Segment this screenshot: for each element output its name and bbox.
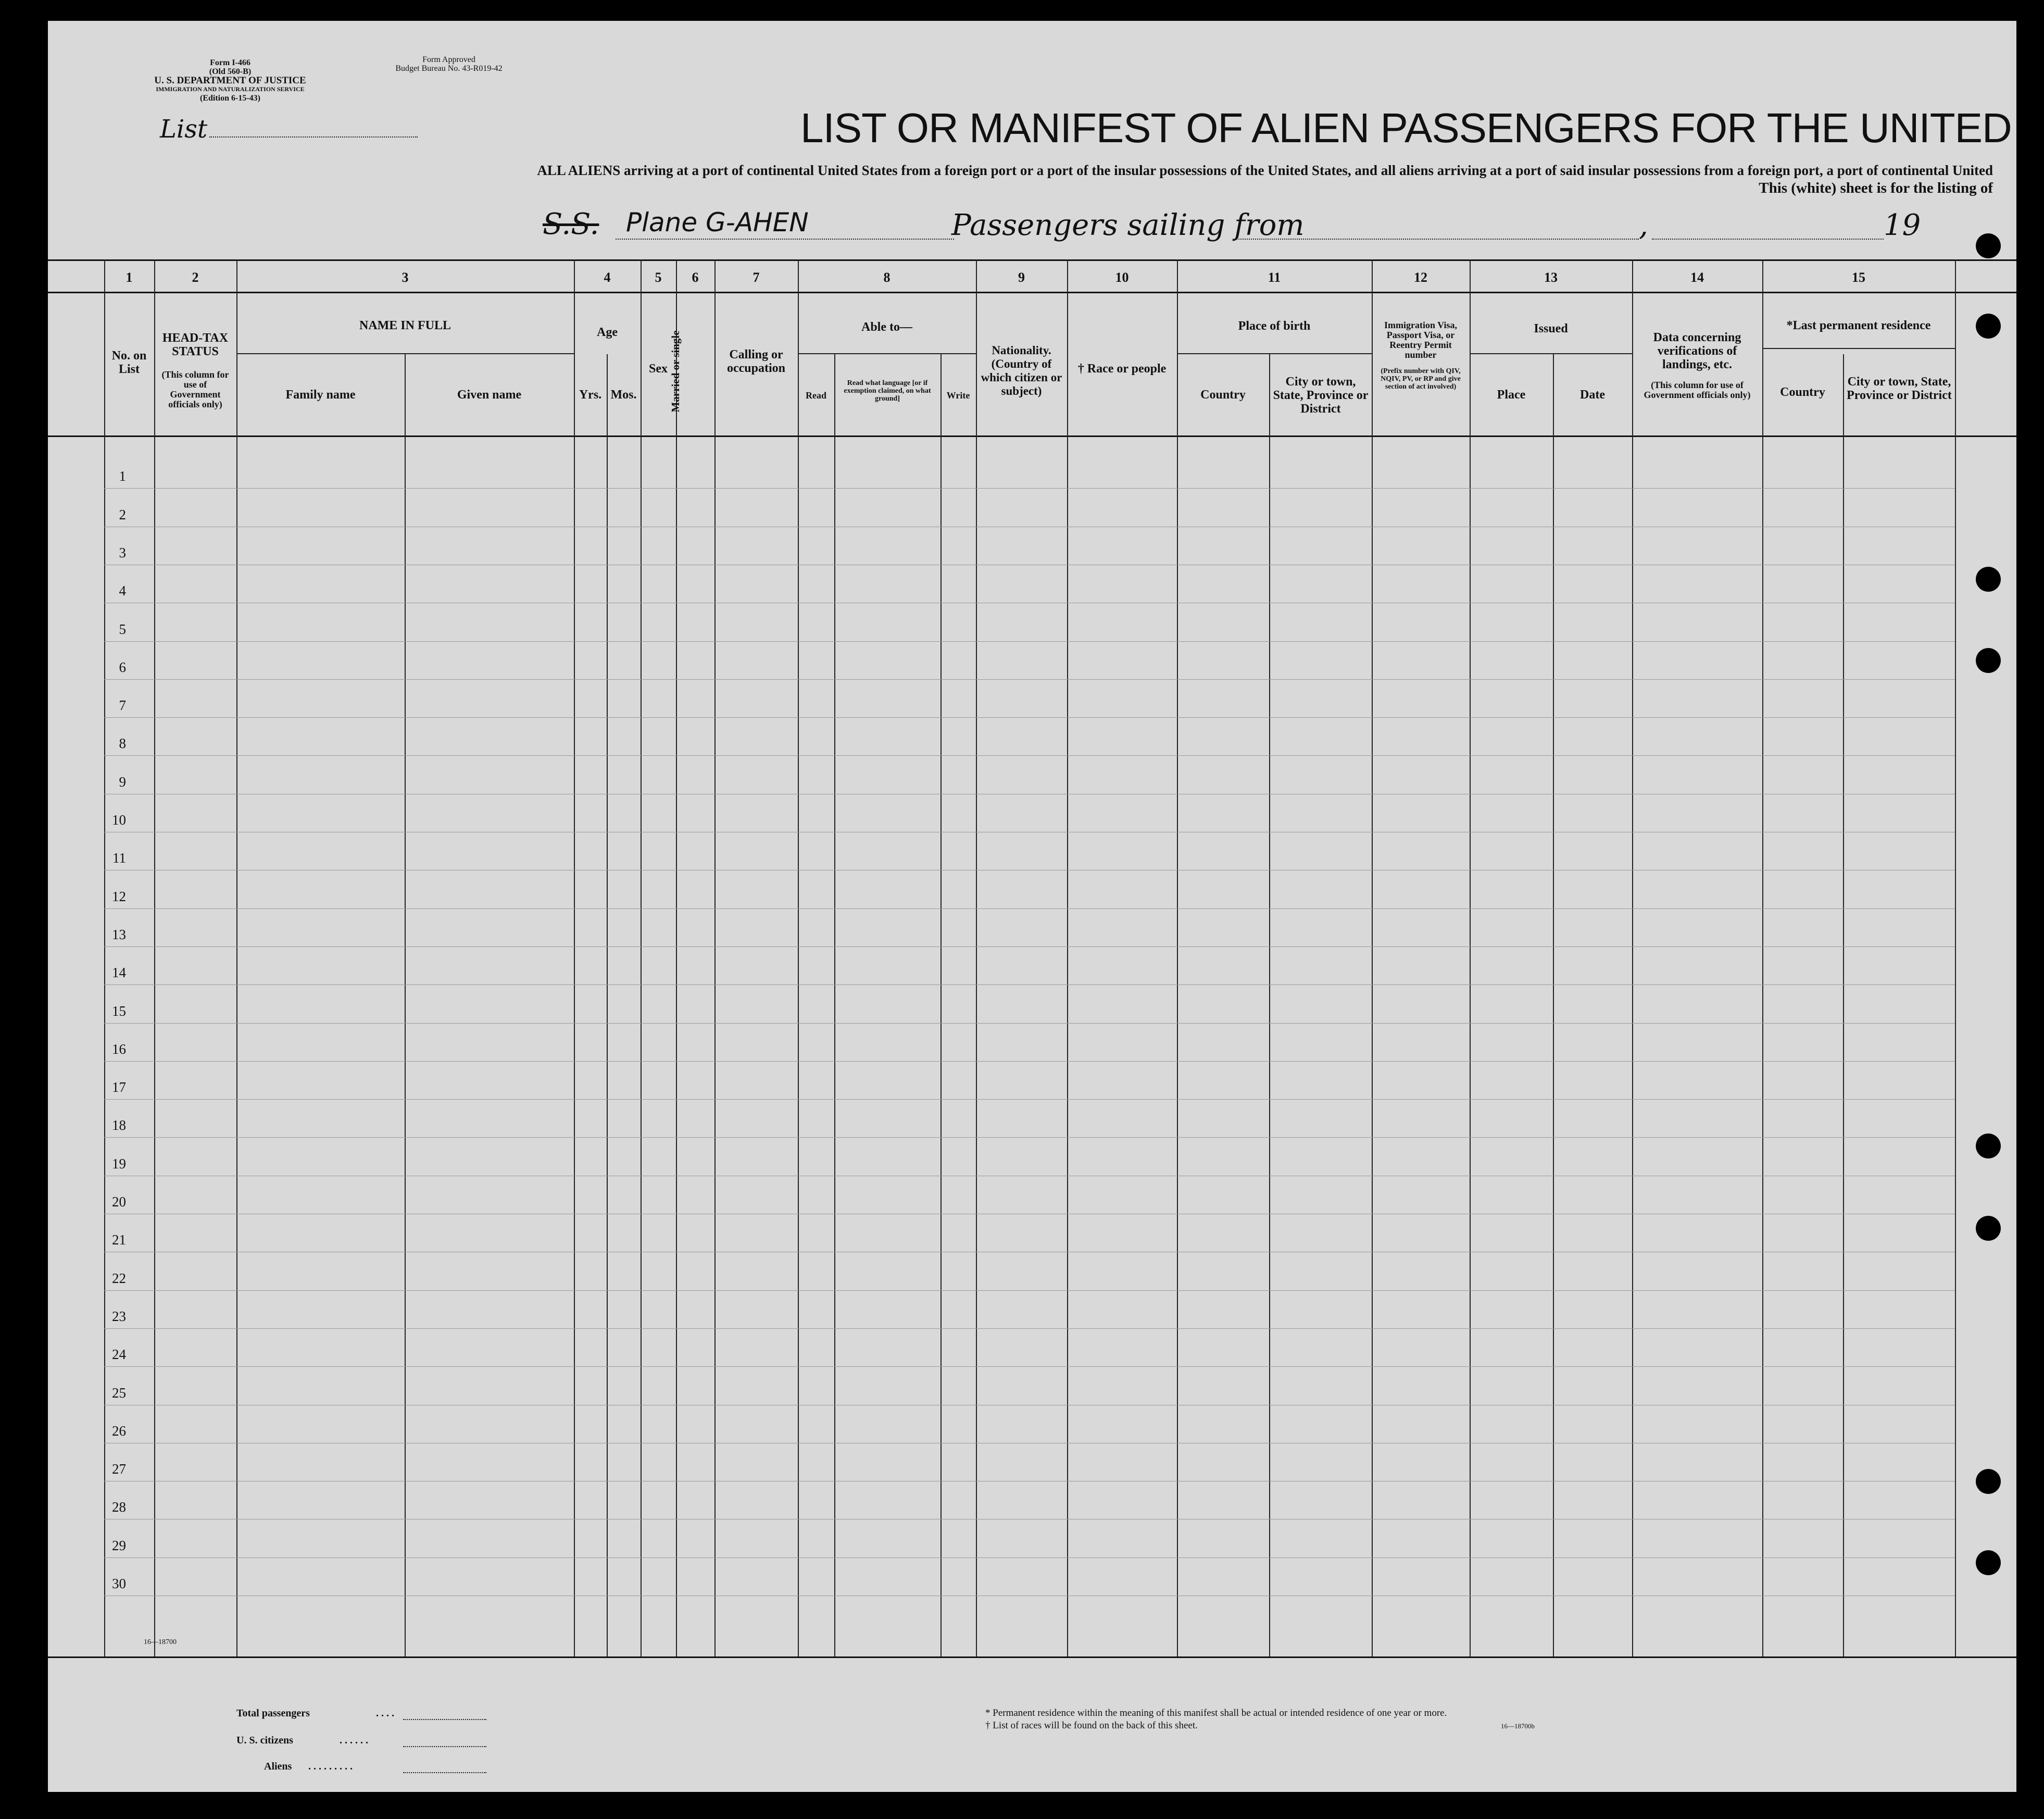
note-races: † List of races will be found on the back of this sheet. <box>985 1720 1198 1731</box>
col-number: 1 <box>126 270 133 285</box>
header-date: Date <box>1580 388 1605 402</box>
col-number: 5 <box>655 270 662 285</box>
header-place: Place <box>1497 388 1526 402</box>
row-number: 10 <box>112 812 126 828</box>
row-number: 25 <box>112 1385 126 1401</box>
row-number: 18 <box>112 1117 126 1133</box>
header-head-tax: HEAD-TAX STATUS <box>162 331 229 358</box>
header-given-name: Given name <box>457 388 522 402</box>
sailing-date-line <box>1652 239 1884 240</box>
page-title: LIST OR MANIFEST OF ALIEN PASSENGERS FOR THE UNITED <box>800 105 2012 151</box>
header-bottom-rule <box>48 435 2016 437</box>
header-issued: Issued <box>1534 322 1568 335</box>
print-code: 16—18700 <box>144 1638 177 1646</box>
col-line <box>574 259 575 1656</box>
form-number: Form I-466 <box>210 58 250 67</box>
header-birth-country: Country <box>1200 388 1246 402</box>
header-res-city: City or town, State, Province or District <box>1847 375 1952 402</box>
list-label: List <box>160 115 208 144</box>
col-line <box>1269 354 1270 1656</box>
total-passengers-field[interactable] <box>403 1719 486 1720</box>
row-rule <box>104 717 1955 718</box>
col-line <box>1553 354 1554 1656</box>
header-age: Age <box>597 326 618 339</box>
row-rule <box>104 908 1955 909</box>
row-rule <box>104 1137 1955 1138</box>
manifest-page <box>48 21 2016 1792</box>
header-calling: Calling or occupation <box>726 348 785 375</box>
row-number: 29 <box>112 1538 126 1553</box>
col-number: 7 <box>753 270 760 285</box>
col-number: 13 <box>1544 270 1558 285</box>
row-number: 24 <box>112 1347 126 1362</box>
row-rule <box>104 1099 1955 1100</box>
col-number: 9 <box>1018 270 1025 285</box>
table-bottom-rule <box>48 1656 2016 1658</box>
col-number: 2 <box>192 270 199 285</box>
header-birth-city: City or town, State, Province or District <box>1273 375 1369 416</box>
col-number: 3 <box>402 270 409 285</box>
row-number: 22 <box>112 1270 126 1286</box>
note-permanent-residence: * Permanent residence within the meaning of this manifest shall be actual or intended residence of one year or more. <box>985 1708 1447 1718</box>
row-number: 30 <box>112 1576 126 1591</box>
print-code-b: 16—18700b <box>1501 1722 1535 1730</box>
header-mos: Mos. <box>610 388 637 402</box>
header-no-on-list: No. on List <box>111 349 147 376</box>
row-rule <box>104 1366 1955 1367</box>
header-head-tax-note: (This column for use of Government officials only) <box>161 369 229 409</box>
row-number: 27 <box>112 1461 126 1477</box>
approval-line1: Form Approved <box>422 55 475 64</box>
row-rule <box>104 488 1955 489</box>
col-line <box>1632 259 1633 1656</box>
approval-line2: Budget Bureau No. 43-R019-42 <box>395 64 503 73</box>
sub-rule-able <box>798 353 976 354</box>
punch-hole <box>1976 648 2001 673</box>
row-rule <box>104 1290 1955 1291</box>
row-number: 8 <box>119 736 126 751</box>
col-line <box>641 259 642 1656</box>
header-read-language: Read what language [or if exemption claimed, on what ground] <box>844 379 931 403</box>
comma-1: , <box>1639 208 1648 242</box>
col-line <box>798 259 799 1656</box>
instructions-line2: This (white) sheet is for the listing of <box>1759 180 1993 196</box>
list-number-line <box>209 136 418 138</box>
punch-hole <box>1976 314 2001 339</box>
dots: . . . . . . <box>340 1735 368 1746</box>
header-married-single: Married or single <box>669 330 682 413</box>
row-number: 17 <box>112 1079 126 1095</box>
row-rule <box>104 641 1955 642</box>
punch-hole <box>1976 233 2001 258</box>
row-rule <box>104 755 1955 756</box>
col-line <box>834 354 835 1656</box>
header-read: Read <box>806 390 826 401</box>
col-line <box>1843 354 1844 1656</box>
row-number: 21 <box>112 1232 126 1248</box>
row-number: 7 <box>119 697 126 713</box>
department: U. S. DEPARTMENT OF JUSTICE <box>154 75 306 86</box>
row-number: 20 <box>112 1194 126 1210</box>
row-rule <box>104 1023 1955 1024</box>
header-family-name: Family name <box>285 388 356 402</box>
col-line <box>236 259 237 1656</box>
header-data-concerning: Data concerning verifications of landings, etc. <box>1653 331 1741 371</box>
col-number: 11 <box>1268 270 1281 285</box>
header-race: † Race or people <box>1077 362 1167 376</box>
edition: (Edition 6-15-43) <box>200 94 260 103</box>
header-res-country: Country <box>1780 385 1825 399</box>
col-number: 4 <box>604 270 611 285</box>
header-able-to: Able to— <box>861 320 912 334</box>
row-number: 14 <box>112 965 126 980</box>
punch-hole <box>1976 1550 2001 1575</box>
row-number: 4 <box>119 583 126 599</box>
us-citizens-label: U. S. citizens <box>236 1735 293 1746</box>
sub-rule-residence <box>1762 348 1955 349</box>
row-number: 1 <box>119 468 126 484</box>
row-number: 15 <box>112 1003 126 1019</box>
header-visa: Immigration Visa, Passport Visa, or Reentry Permit number <box>1384 320 1457 360</box>
col-line <box>1067 259 1068 1656</box>
row-number: 3 <box>119 545 126 560</box>
dots: . . . . . . . . . <box>308 1761 353 1772</box>
us-citizens-field[interactable] <box>403 1746 486 1747</box>
row-number: 5 <box>119 621 126 637</box>
col-line <box>154 259 155 1656</box>
header-visa-note: (Prefix number with QIV, NQIV, PV, or RP and give section of act involved) <box>1381 367 1461 391</box>
approval-block <box>360 55 537 73</box>
col-line <box>1955 259 1956 1656</box>
row-rule <box>104 679 1955 680</box>
ss-label: S.S. <box>543 207 599 241</box>
header-sex: Sex <box>649 362 668 376</box>
col-line <box>1762 259 1763 1656</box>
aliens-field[interactable] <box>403 1772 486 1773</box>
col-number: 8 <box>883 270 891 285</box>
header-data-note: (This column for use of Government officials only) <box>1644 380 1751 400</box>
col-number: 6 <box>692 270 699 285</box>
col-line <box>1372 259 1373 1656</box>
dots: . . . . <box>376 1708 394 1719</box>
punch-hole <box>1976 1133 2001 1158</box>
col-line <box>1177 259 1178 1656</box>
col-number: 10 <box>1115 270 1129 285</box>
sailing-label: Passengers sailing from <box>951 208 1305 242</box>
row-rule <box>104 1061 1955 1062</box>
row-number: 11 <box>112 850 126 866</box>
col-line <box>714 259 716 1656</box>
col-line <box>976 259 977 1656</box>
total-passengers-label: Total passengers <box>236 1708 310 1719</box>
sailing-port-line <box>1233 239 1639 240</box>
row-number: 19 <box>112 1156 126 1172</box>
sub-rule-issued <box>1470 353 1632 354</box>
row-number: 23 <box>112 1309 126 1324</box>
row-number: 12 <box>112 889 126 904</box>
header-place-of-birth: Place of birth <box>1238 319 1311 333</box>
row-number: 26 <box>112 1423 126 1439</box>
punch-hole <box>1976 567 2001 592</box>
col-number: 12 <box>1414 270 1427 285</box>
column-number-rule <box>48 292 2016 293</box>
row-number: 6 <box>119 659 126 675</box>
instructions-line1: ALL ALIENS arriving at a port of continental United States from a foreign port or a port of the insular possessions of the United States, and all aliens arriving at a port of said insular possessions from a foreign port, a port of continental United <box>537 163 1993 178</box>
punch-hole <box>1976 1216 2001 1241</box>
header-nationality: Nationality. (Country of which citizen or subject) <box>981 344 1062 397</box>
row-number: 13 <box>112 927 126 942</box>
header-yrs: Yrs. <box>579 388 602 402</box>
row-number: 28 <box>112 1499 126 1515</box>
sub-rule-birth <box>1177 353 1372 354</box>
old-form-number: (Old 560-B) <box>209 67 252 76</box>
row-number: 16 <box>112 1041 126 1057</box>
col-line <box>676 259 677 1656</box>
punch-hole <box>1976 1469 2001 1494</box>
form-id-block <box>126 58 334 103</box>
year-prefix: 19 <box>1884 208 1921 242</box>
sub-rule-name <box>236 353 574 354</box>
col-number: 14 <box>1690 270 1704 285</box>
header-name-in-full: NAME IN FULL <box>359 319 451 332</box>
row-rule <box>104 1328 1955 1329</box>
vessel-line <box>616 239 954 240</box>
row-rule <box>104 946 1955 947</box>
col-line <box>1470 259 1471 1656</box>
row-number: 9 <box>119 774 126 790</box>
table-top-rule <box>48 259 2016 261</box>
row-number: 2 <box>119 507 126 522</box>
aliens-label: Aliens <box>264 1761 292 1772</box>
header-write: Write <box>946 390 970 401</box>
vessel-name: Plane G-AHEN <box>626 207 809 238</box>
col-line <box>405 354 406 1656</box>
service: IMMIGRATION AND NATURALIZATION SERVICE <box>156 85 305 93</box>
header-last-residence: *Last permanent residence <box>1786 319 1931 332</box>
col-number: 15 <box>1852 270 1865 285</box>
col-line <box>607 354 608 1656</box>
col-line <box>941 354 942 1656</box>
